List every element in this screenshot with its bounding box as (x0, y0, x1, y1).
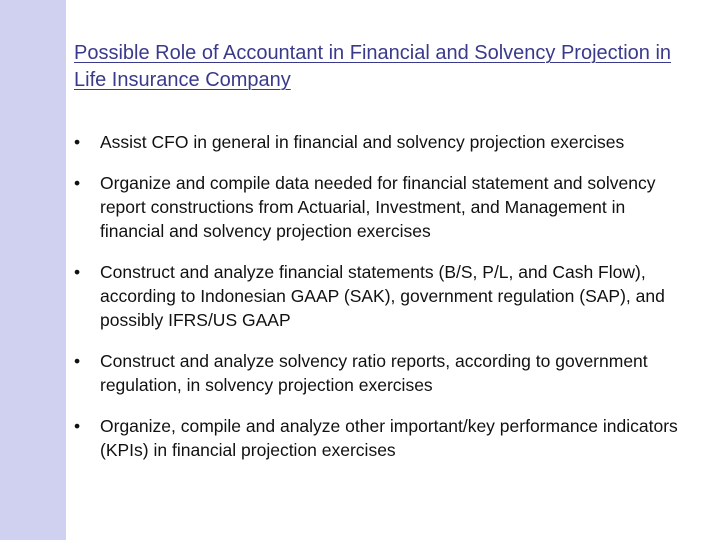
bullet-item-4 (74, 349, 684, 397)
bullet-item-5 (74, 414, 684, 462)
bullet-item-1 (74, 130, 684, 154)
bullet-dot-icon: • (74, 173, 81, 193)
bullet-dot-icon: • (74, 351, 81, 371)
bullet-text: Organize, compile and analyze other important/key performance indicators (KPIs) in financial projection exercises (100, 416, 678, 460)
left-accent-bar (0, 0, 66, 540)
bullet-text: Organize and compile data needed for financial statement and solvency report constructions from Actuarial, Investment, and Management in financial and solvency projection exercises (100, 173, 656, 241)
bullet-list (74, 130, 684, 479)
bullet-item-2 (74, 171, 684, 243)
bullet-text: Construct and analyze solvency ratio reports, according to government regulation, in solvency projection exercises (100, 351, 648, 395)
bullet-text: Assist CFO in general in financial and solvency projection exercises (100, 132, 625, 152)
bullet-text: Construct and analyze financial statements (B/S, P/L, and Cash Flow), according to Indonesian GAAP (SAK), government regulation (SAP), and possibly IFRS/US GAAP (100, 262, 665, 330)
slide-title: Possible Role of Accountant in Financial and Solvency Projection in Life Insurance Company (74, 42, 672, 91)
bullet-dot-icon: • (74, 262, 81, 282)
bullet-item-3 (74, 260, 684, 332)
bullet-dot-icon: • (74, 132, 81, 152)
bullet-dot-icon: • (74, 416, 81, 436)
